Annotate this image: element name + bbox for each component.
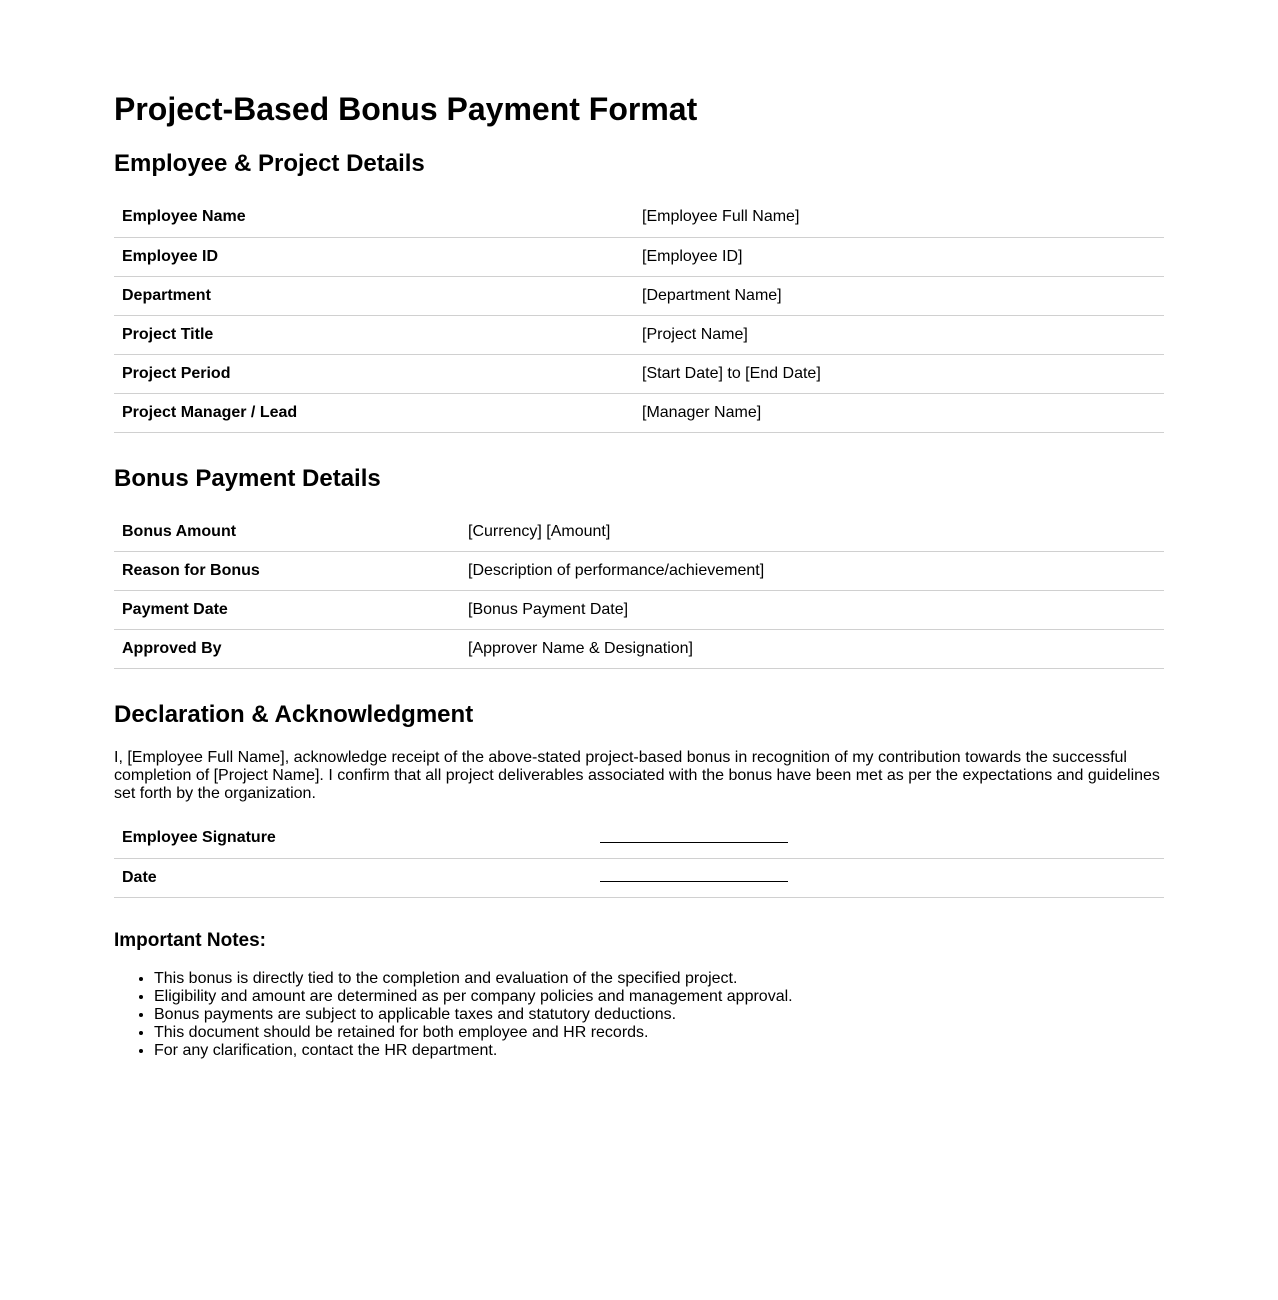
row-label: Employee Name: [114, 198, 634, 237]
notes-list: [114, 970, 1164, 1060]
document-title: Project-Based Bonus Payment Format: [114, 91, 698, 127]
signature-field[interactable]: [592, 819, 1164, 858]
signature-table: [114, 819, 1164, 898]
bonus-details-table: [114, 513, 1164, 670]
row-value: [Manager Name]: [634, 393, 1164, 432]
table-row: [114, 315, 1164, 354]
table-row: [114, 198, 1164, 237]
table-row: [114, 276, 1164, 315]
row-value: [Start Date] to [End Date]: [634, 354, 1164, 393]
list-item: • For any clarification, contact the HR department.: [154, 1042, 1164, 1060]
table-row: [114, 552, 1164, 591]
row-value: [Department Name]: [634, 276, 1164, 315]
list-item: • This document should be retained for both employee and HR records.: [154, 1024, 1164, 1042]
date-field[interactable]: [592, 858, 1164, 897]
row-label: Department: [114, 276, 634, 315]
row-label: Approved By: [114, 630, 460, 669]
row-value: [Currency] [Amount]: [460, 513, 1164, 552]
signature-label: Employee Signature: [114, 819, 592, 858]
table-row: [114, 513, 1164, 552]
table-row: [114, 237, 1164, 276]
row-label: Employee ID: [114, 237, 634, 276]
date-label: Date: [114, 858, 592, 897]
table-row: [114, 858, 1164, 897]
date-line: [600, 872, 788, 882]
row-label: Payment Date: [114, 591, 460, 630]
row-label: Reason for Bonus: [114, 552, 460, 591]
list-item: • Bonus payments are subject to applicable taxes and statutory deductions.: [154, 1006, 1164, 1024]
table-row: [114, 630, 1164, 669]
table-row: [114, 393, 1164, 432]
bonus-section-heading: Bonus Payment Details: [114, 464, 381, 492]
row-label: Project Period: [114, 354, 634, 393]
employee-details-table: [114, 198, 1164, 433]
notes-heading: Important Notes:: [114, 929, 266, 951]
row-label: Bonus Amount: [114, 513, 460, 552]
row-value: [Employee ID]: [634, 237, 1164, 276]
table-row: [114, 591, 1164, 630]
document: [114, 0, 1164, 1060]
row-value: [Approver Name & Designation]: [460, 630, 1164, 669]
row-value: [Project Name]: [634, 315, 1164, 354]
list-item: • This bonus is directly tied to the completion and evaluation of the specified project.: [154, 970, 1164, 988]
row-label: Project Manager / Lead: [114, 393, 634, 432]
table-row: [114, 819, 1164, 858]
row-value: [Employee Full Name]: [634, 198, 1164, 237]
list-item: • Eligibility and amount are determined as per company policies and management approval.: [154, 988, 1164, 1006]
signature-line: [600, 833, 788, 843]
declaration-text: I, [Employee Full Name], acknowledge receipt of the above-stated project-based bonus in recognition of my contribution towards the successful completion of [Project Name]. I confirm that all project deliverables associated with the bonus have been met as per the expectations and guidelines set forth by the organization.: [114, 749, 1160, 802]
row-value: [Bonus Payment Date]: [460, 591, 1164, 630]
employee-section-heading: Employee & Project Details: [114, 150, 425, 177]
row-label: Project Title: [114, 315, 634, 354]
declaration-section-heading: Declaration & Acknowledgment: [114, 701, 474, 728]
row-value: [Description of performance/achievement]: [460, 552, 1164, 591]
table-row: [114, 354, 1164, 393]
